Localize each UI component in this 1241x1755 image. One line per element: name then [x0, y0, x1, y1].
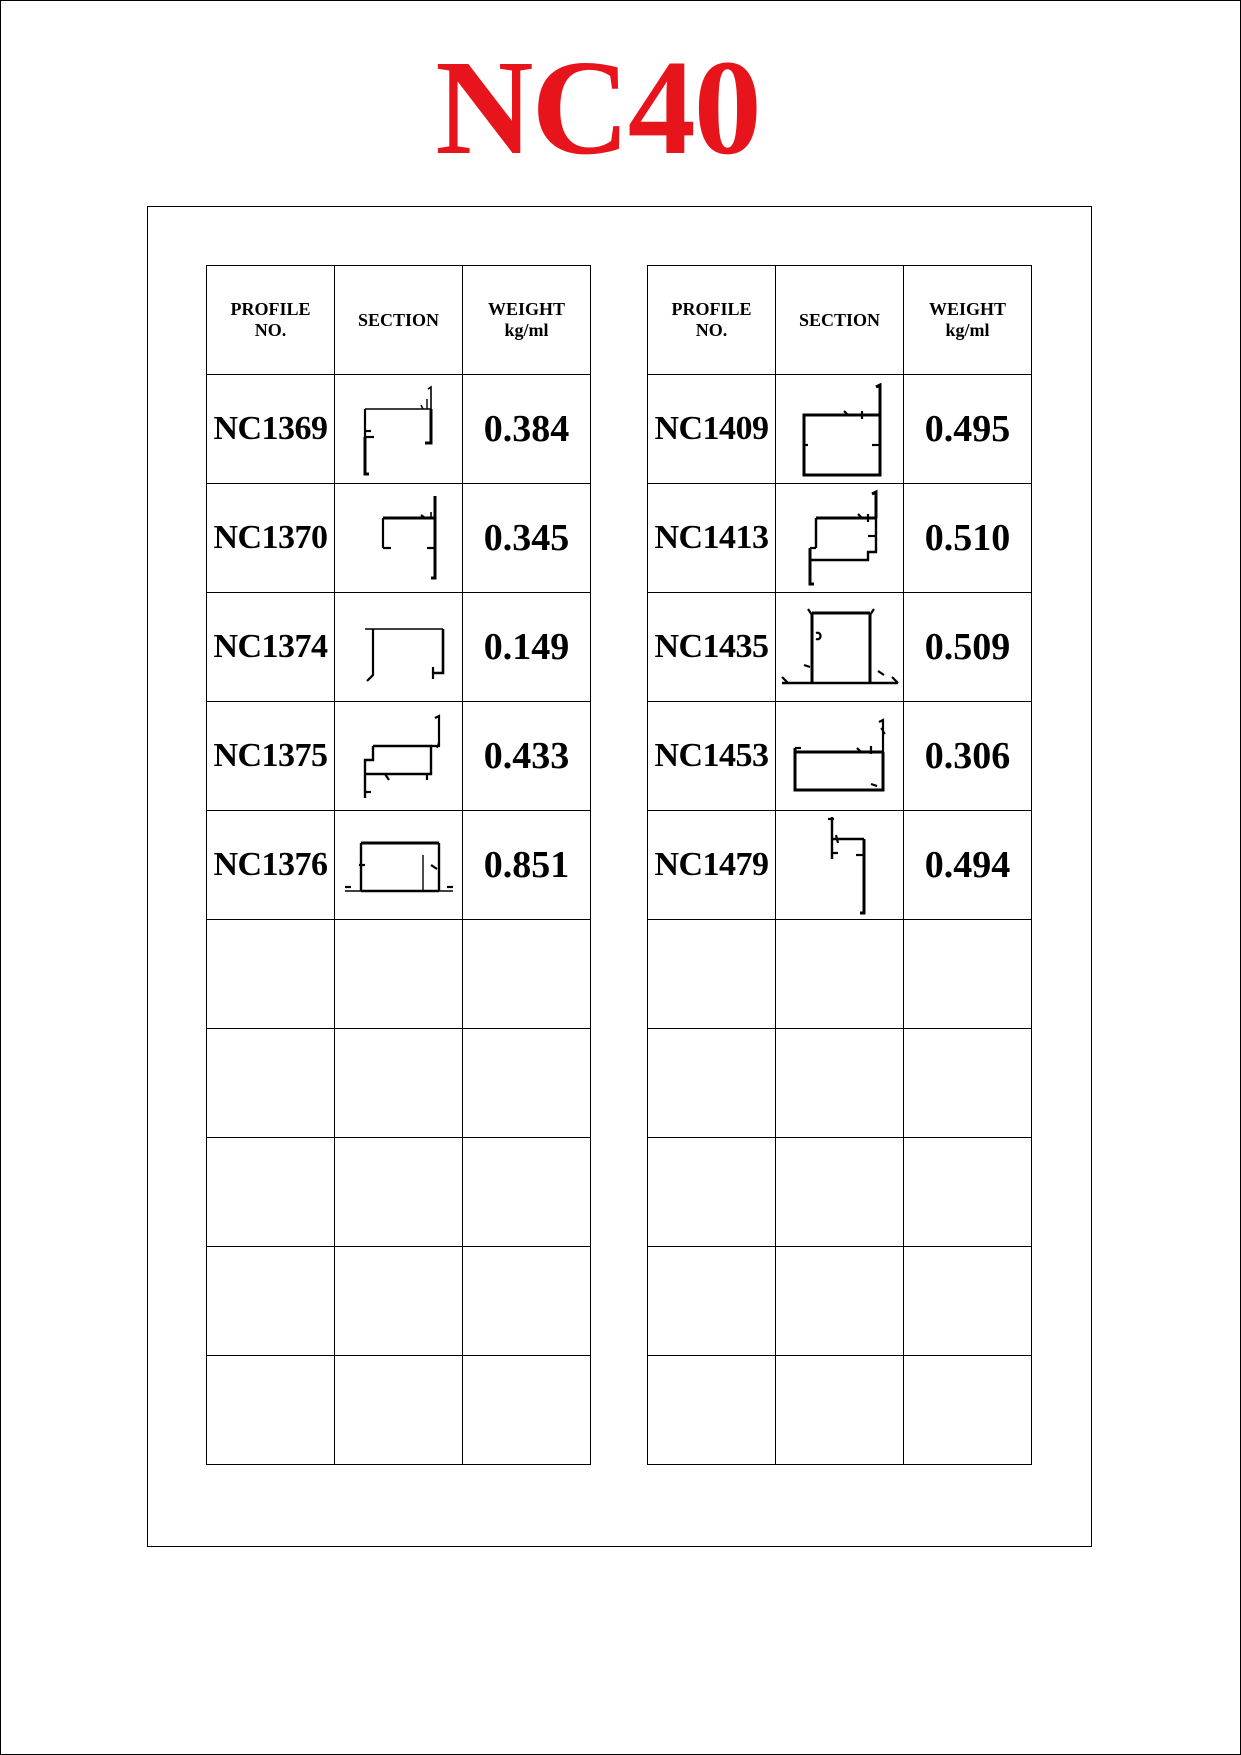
header-section: SECTION	[776, 266, 904, 375]
table-row	[648, 702, 1032, 811]
profile-nc1374-section-icon	[351, 597, 447, 697]
table-row-empty	[648, 920, 1032, 1029]
weight-value: 0.306	[904, 702, 1032, 811]
header-profile-line2: NO.	[695, 320, 728, 340]
section-cell	[335, 702, 463, 811]
header-weight-line1: WEIGHT	[487, 299, 566, 319]
weight-value: 0.509	[904, 593, 1032, 702]
table-row	[207, 702, 591, 811]
table-row	[207, 484, 591, 593]
section-cell	[776, 593, 904, 702]
empty-cell	[463, 920, 591, 1029]
empty-cell	[904, 1138, 1032, 1247]
section-cell	[335, 811, 463, 920]
section-cell	[335, 593, 463, 702]
empty-cell	[207, 920, 335, 1029]
profile-nc1409-section-icon	[792, 379, 888, 479]
header-profile-no	[648, 266, 776, 375]
table-row-empty	[648, 1029, 1032, 1138]
table-row-empty	[207, 1356, 591, 1465]
page-title: NC40	[435, 33, 760, 183]
weight-value: 0.384	[463, 375, 591, 484]
empty-cell	[904, 1029, 1032, 1138]
empty-cell	[207, 1247, 335, 1356]
header-row	[207, 266, 591, 375]
empty-cell	[207, 1138, 335, 1247]
table-row-empty	[207, 1029, 591, 1138]
section-cell	[335, 375, 463, 484]
empty-cell	[335, 1356, 463, 1465]
weight-value: 0.433	[463, 702, 591, 811]
header-profile-line1: PROFILE	[671, 299, 752, 319]
header-profile-line1: PROFILE	[230, 299, 311, 319]
table-row-empty	[648, 1356, 1032, 1465]
weight-value: 0.494	[904, 811, 1032, 920]
profile-nc1375-section-icon	[351, 706, 447, 806]
section-cell	[776, 484, 904, 593]
profile-nc1453-section-icon	[785, 706, 895, 806]
profile-number: NC1376	[207, 811, 335, 920]
profile-number: NC1369	[207, 375, 335, 484]
profile-number: NC1435	[648, 593, 776, 702]
section-cell	[776, 375, 904, 484]
profile-nc1435-section-icon	[780, 597, 900, 697]
empty-cell	[463, 1138, 591, 1247]
weight-value: 0.510	[904, 484, 1032, 593]
profile-nc1479-section-icon	[792, 815, 888, 915]
header-weight	[904, 266, 1032, 375]
profile-nc1376-section-icon	[341, 815, 457, 915]
weight-value: 0.851	[463, 811, 591, 920]
empty-cell	[648, 1247, 776, 1356]
profile-number: NC1370	[207, 484, 335, 593]
profile-nc1369-section-icon	[351, 379, 447, 479]
weight-value: 0.345	[463, 484, 591, 593]
profile-nc1413-section-icon	[792, 488, 888, 588]
empty-cell	[904, 920, 1032, 1029]
table-row-empty	[207, 1247, 591, 1356]
profile-nc1370-section-icon	[351, 488, 447, 588]
header-weight-line2: kg/ml	[504, 320, 549, 340]
table-row-empty	[648, 1138, 1032, 1247]
empty-cell	[776, 1247, 904, 1356]
profile-table-right	[647, 265, 1032, 1465]
empty-cell	[904, 1247, 1032, 1356]
table-row-empty	[648, 1247, 1032, 1356]
table-row	[648, 484, 1032, 593]
header-weight-line2: kg/ml	[945, 320, 990, 340]
weight-value: 0.149	[463, 593, 591, 702]
empty-cell	[335, 920, 463, 1029]
table-row-empty	[207, 920, 591, 1029]
empty-cell	[776, 1138, 904, 1247]
empty-cell	[648, 920, 776, 1029]
profile-number: NC1374	[207, 593, 335, 702]
header-section: SECTION	[335, 266, 463, 375]
table-row	[207, 375, 591, 484]
empty-cell	[463, 1356, 591, 1465]
empty-cell	[776, 1029, 904, 1138]
empty-cell	[463, 1029, 591, 1138]
empty-cell	[648, 1356, 776, 1465]
empty-cell	[463, 1247, 591, 1356]
empty-cell	[335, 1247, 463, 1356]
header-row	[648, 266, 1032, 375]
empty-cell	[335, 1138, 463, 1247]
section-cell	[776, 702, 904, 811]
section-cell	[776, 811, 904, 920]
empty-cell	[335, 1029, 463, 1138]
empty-cell	[207, 1356, 335, 1465]
profile-number: NC1375	[207, 702, 335, 811]
section-cell	[335, 484, 463, 593]
header-profile-no	[207, 266, 335, 375]
empty-cell	[207, 1029, 335, 1138]
empty-cell	[904, 1356, 1032, 1465]
table-row	[648, 375, 1032, 484]
weight-value: 0.495	[904, 375, 1032, 484]
table-row	[207, 811, 591, 920]
table-row-empty	[207, 1138, 591, 1247]
profile-number: NC1453	[648, 702, 776, 811]
header-weight	[463, 266, 591, 375]
profile-table-left	[206, 265, 591, 1465]
empty-cell	[648, 1029, 776, 1138]
empty-cell	[648, 1138, 776, 1247]
empty-cell	[776, 1356, 904, 1465]
profile-number: NC1479	[648, 811, 776, 920]
table-row	[207, 593, 591, 702]
profile-number: NC1409	[648, 375, 776, 484]
header-profile-line2: NO.	[254, 320, 287, 340]
table-row	[648, 593, 1032, 702]
profile-number: NC1413	[648, 484, 776, 593]
empty-cell	[776, 920, 904, 1029]
table-row	[648, 811, 1032, 920]
header-weight-line1: WEIGHT	[928, 299, 1007, 319]
